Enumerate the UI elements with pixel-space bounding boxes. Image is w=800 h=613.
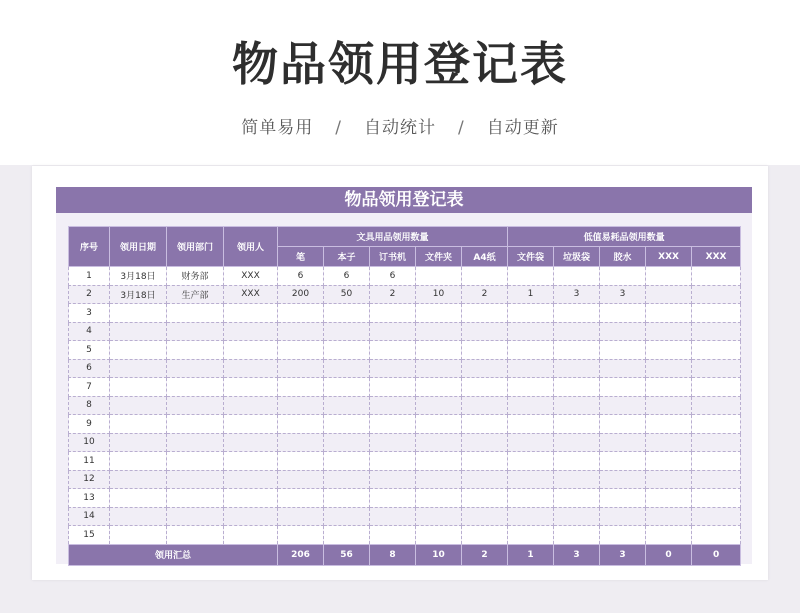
header-stationery-col: 文件夹 — [416, 247, 462, 267]
cell-qty[interactable] — [600, 396, 646, 415]
cell-qty[interactable] — [646, 507, 692, 526]
cell-dept[interactable] — [167, 470, 224, 489]
cell-qty[interactable] — [324, 396, 370, 415]
cell-qty[interactable] — [554, 489, 600, 508]
summary-label: 领用汇总 — [69, 544, 278, 565]
cell-person[interactable]: XXX — [224, 267, 278, 286]
cell-qty[interactable] — [508, 267, 554, 286]
cell-qty[interactable] — [462, 341, 508, 360]
cell-no[interactable]: 13 — [69, 489, 110, 508]
cell-qty[interactable] — [508, 378, 554, 397]
cell-person[interactable] — [224, 489, 278, 508]
cell-qty[interactable] — [600, 526, 646, 545]
cell-qty[interactable] — [324, 433, 370, 452]
header-group-stationery: 文具用品领用数量 — [278, 227, 508, 247]
cell-qty[interactable] — [416, 526, 462, 545]
header-consumables-col: 垃圾袋 — [554, 247, 600, 267]
cell-qty[interactable] — [600, 359, 646, 378]
cell-dept[interactable] — [167, 359, 224, 378]
cell-dept[interactable] — [167, 415, 224, 434]
cell-date[interactable]: 3月18日 — [110, 267, 167, 286]
table-row — [69, 359, 741, 378]
cell-qty[interactable]: 3 — [600, 285, 646, 304]
cell-qty[interactable] — [554, 526, 600, 545]
cell-qty[interactable] — [554, 267, 600, 286]
table-row — [69, 452, 741, 471]
cell-qty[interactable] — [692, 396, 741, 415]
cell-qty[interactable] — [600, 267, 646, 286]
cell-qty[interactable] — [692, 433, 741, 452]
cell-dept[interactable] — [167, 396, 224, 415]
cell-person[interactable] — [224, 341, 278, 360]
cell-qty[interactable]: 2 — [462, 285, 508, 304]
cell-person[interactable] — [224, 507, 278, 526]
cell-person[interactable] — [224, 526, 278, 545]
cell-person[interactable] — [224, 378, 278, 397]
header-stationery-col: A4纸 — [462, 247, 508, 267]
cell-qty[interactable] — [462, 322, 508, 341]
cell-qty[interactable] — [462, 489, 508, 508]
cell-qty[interactable] — [370, 489, 416, 508]
header-stationery-col: 本子 — [324, 247, 370, 267]
cell-date[interactable] — [110, 452, 167, 471]
cell-no[interactable]: 15 — [69, 526, 110, 545]
cell-qty[interactable] — [370, 433, 416, 452]
cell-qty[interactable] — [600, 452, 646, 471]
cell-qty[interactable] — [554, 341, 600, 360]
cell-qty[interactable] — [554, 322, 600, 341]
cell-qty[interactable]: 10 — [416, 285, 462, 304]
cell-qty[interactable] — [508, 470, 554, 489]
table-row — [69, 322, 741, 341]
cell-date[interactable] — [110, 396, 167, 415]
subtitle-separator: / — [335, 118, 342, 138]
header-consumables-col: XXX — [646, 247, 692, 267]
cell-qty[interactable] — [278, 341, 324, 360]
summary-value: 3 — [600, 544, 646, 565]
cell-qty[interactable]: 6 — [324, 267, 370, 286]
header-stationery-col: 订书机 — [370, 247, 416, 267]
header-date: 领用日期 — [110, 227, 167, 267]
cell-qty[interactable] — [324, 507, 370, 526]
cell-qty[interactable] — [646, 341, 692, 360]
cell-qty[interactable] — [278, 396, 324, 415]
subtitle — [0, 113, 800, 138]
cell-date[interactable] — [110, 489, 167, 508]
cell-no[interactable]: 5 — [69, 341, 110, 360]
cell-dept[interactable] — [167, 378, 224, 397]
cell-qty[interactable] — [600, 507, 646, 526]
cell-qty[interactable] — [692, 359, 741, 378]
cell-dept[interactable] — [167, 341, 224, 360]
cell-qty[interactable] — [508, 415, 554, 434]
table-row — [69, 378, 741, 397]
cell-qty[interactable] — [278, 433, 324, 452]
cell-qty[interactable] — [554, 507, 600, 526]
cell-date[interactable] — [110, 507, 167, 526]
cell-qty[interactable] — [278, 507, 324, 526]
header-consumables-col: XXX — [692, 247, 741, 267]
cell-qty[interactable] — [554, 396, 600, 415]
cell-qty[interactable] — [692, 507, 741, 526]
cell-no[interactable]: 2 — [69, 285, 110, 304]
cell-qty[interactable] — [462, 359, 508, 378]
cell-qty[interactable] — [278, 304, 324, 323]
cell-no[interactable]: 14 — [69, 507, 110, 526]
cell-qty[interactable] — [370, 470, 416, 489]
cell-date[interactable]: 3月18日 — [110, 285, 167, 304]
cell-qty[interactable]: 200 — [278, 285, 324, 304]
summary-value: 1 — [508, 544, 554, 565]
cell-dept[interactable] — [167, 433, 224, 452]
cell-qty[interactable] — [462, 433, 508, 452]
cell-qty[interactable] — [278, 470, 324, 489]
cell-qty[interactable] — [324, 526, 370, 545]
header-area — [0, 0, 800, 165]
cell-qty[interactable] — [416, 507, 462, 526]
summary-value: 0 — [692, 544, 741, 565]
cell-no[interactable]: 4 — [69, 322, 110, 341]
cell-qty[interactable] — [278, 452, 324, 471]
cell-qty[interactable] — [554, 304, 600, 323]
cell-qty[interactable] — [692, 489, 741, 508]
cell-qty[interactable] — [416, 322, 462, 341]
header-person: 领用人 — [224, 227, 278, 267]
cell-person[interactable] — [224, 470, 278, 489]
cell-qty[interactable] — [600, 341, 646, 360]
cell-qty[interactable] — [462, 267, 508, 286]
cell-dept[interactable] — [167, 322, 224, 341]
cell-qty[interactable] — [324, 470, 370, 489]
cell-qty[interactable] — [324, 415, 370, 434]
table-row — [69, 267, 741, 286]
cell-qty[interactable] — [416, 359, 462, 378]
cell-qty[interactable] — [462, 304, 508, 323]
cell-dept[interactable] — [167, 452, 224, 471]
cell-qty[interactable] — [554, 378, 600, 397]
cell-qty[interactable] — [600, 304, 646, 323]
cell-qty[interactable] — [462, 415, 508, 434]
header-stationery-col: 笔 — [278, 247, 324, 267]
cell-person[interactable] — [224, 304, 278, 323]
cell-no[interactable]: 9 — [69, 415, 110, 434]
cell-qty[interactable] — [646, 267, 692, 286]
cell-qty[interactable] — [600, 433, 646, 452]
cell-qty[interactable] — [508, 507, 554, 526]
cell-qty[interactable] — [600, 470, 646, 489]
cell-qty[interactable] — [416, 378, 462, 397]
cell-qty[interactable] — [508, 341, 554, 360]
cell-person[interactable]: XXX — [224, 285, 278, 304]
table-row — [69, 415, 741, 434]
cell-qty[interactable] — [462, 396, 508, 415]
cell-qty[interactable] — [692, 452, 741, 471]
header-no: 序号 — [69, 227, 110, 267]
cell-qty[interactable] — [416, 267, 462, 286]
cell-qty[interactable] — [600, 415, 646, 434]
cell-qty[interactable] — [554, 415, 600, 434]
cell-qty[interactable] — [324, 452, 370, 471]
cell-qty[interactable] — [324, 341, 370, 360]
cell-date[interactable] — [110, 526, 167, 545]
table-row — [69, 433, 741, 452]
cell-qty[interactable] — [324, 489, 370, 508]
cell-no[interactable]: 11 — [69, 452, 110, 471]
subtitle-item: 简单易用 — [241, 118, 314, 138]
cell-qty[interactable] — [278, 378, 324, 397]
cell-dept[interactable] — [167, 526, 224, 545]
cell-dept[interactable] — [167, 507, 224, 526]
cell-qty[interactable] — [554, 452, 600, 471]
cell-date[interactable] — [110, 341, 167, 360]
cell-dept[interactable] — [167, 304, 224, 323]
cell-qty[interactable] — [416, 433, 462, 452]
cell-qty[interactable]: 6 — [278, 267, 324, 286]
cell-qty[interactable] — [692, 285, 741, 304]
cell-qty[interactable] — [508, 396, 554, 415]
cell-qty[interactable] — [370, 396, 416, 415]
summary-value: 206 — [278, 544, 324, 565]
cell-qty[interactable] — [416, 396, 462, 415]
cell-qty[interactable] — [462, 470, 508, 489]
cell-qty[interactable] — [416, 304, 462, 323]
cell-qty[interactable] — [692, 378, 741, 397]
cell-qty[interactable] — [692, 304, 741, 323]
cell-no[interactable]: 6 — [69, 359, 110, 378]
cell-qty[interactable] — [416, 489, 462, 508]
cell-qty[interactable] — [600, 322, 646, 341]
cell-date[interactable] — [110, 359, 167, 378]
cell-qty[interactable] — [554, 470, 600, 489]
cell-qty[interactable] — [416, 341, 462, 360]
page-title: 物品领用登记表 — [232, 37, 568, 91]
cell-qty[interactable] — [646, 304, 692, 323]
cell-qty[interactable]: 6 — [370, 267, 416, 286]
cell-qty[interactable] — [692, 322, 741, 341]
summary-value: 2 — [462, 544, 508, 565]
cell-date[interactable] — [110, 378, 167, 397]
cell-qty[interactable] — [416, 470, 462, 489]
cell-qty[interactable] — [278, 489, 324, 508]
subtitle-item: 自动统计 — [364, 118, 436, 138]
cell-no[interactable]: 7 — [69, 378, 110, 397]
cell-no[interactable]: 10 — [69, 433, 110, 452]
cell-qty[interactable] — [370, 452, 416, 471]
summary-value: 10 — [416, 544, 462, 565]
header-group-consumables: 低值易耗品领用数量 — [508, 227, 741, 247]
cell-qty[interactable] — [508, 433, 554, 452]
cell-qty[interactable] — [646, 489, 692, 508]
subtitle-item: 自动更新 — [486, 118, 559, 138]
table-row — [69, 304, 741, 323]
summary-value: 0 — [646, 544, 692, 565]
cell-person[interactable] — [224, 433, 278, 452]
subtitle-separator: / — [458, 118, 465, 138]
summary-value: 3 — [554, 544, 600, 565]
cell-qty[interactable] — [416, 415, 462, 434]
cell-qty[interactable] — [646, 396, 692, 415]
cell-person[interactable] — [224, 452, 278, 471]
sheet-banner: 物品领用登记表 — [56, 187, 752, 213]
cell-qty[interactable] — [370, 415, 416, 434]
cell-qty[interactable] — [462, 526, 508, 545]
cell-qty[interactable] — [278, 526, 324, 545]
cell-qty[interactable] — [324, 378, 370, 397]
cell-qty[interactable] — [646, 433, 692, 452]
cell-qty[interactable] — [370, 341, 416, 360]
cell-qty[interactable] — [508, 526, 554, 545]
cell-date[interactable] — [110, 470, 167, 489]
cell-qty[interactable] — [370, 507, 416, 526]
cell-qty[interactable] — [646, 526, 692, 545]
cell-no[interactable]: 1 — [69, 267, 110, 286]
cell-qty[interactable] — [508, 304, 554, 323]
cell-qty[interactable] — [692, 341, 741, 360]
cell-qty[interactable] — [646, 378, 692, 397]
cell-dept[interactable] — [167, 489, 224, 508]
cell-qty[interactable] — [278, 415, 324, 434]
table-row — [69, 396, 741, 415]
cell-qty[interactable]: 50 — [324, 285, 370, 304]
cell-qty[interactable] — [646, 415, 692, 434]
cell-qty[interactable] — [646, 452, 692, 471]
cell-qty[interactable] — [600, 489, 646, 508]
cell-qty[interactable] — [324, 304, 370, 323]
cell-no[interactable]: 12 — [69, 470, 110, 489]
cell-qty[interactable] — [370, 359, 416, 378]
header-consumables-col: 胶水 — [600, 247, 646, 267]
cell-date[interactable] — [110, 304, 167, 323]
cell-qty[interactable] — [508, 489, 554, 508]
cell-person[interactable] — [224, 322, 278, 341]
cell-qty[interactable] — [324, 359, 370, 378]
cell-qty[interactable]: 2 — [370, 285, 416, 304]
cell-qty[interactable] — [600, 378, 646, 397]
cell-qty[interactable]: 3 — [554, 285, 600, 304]
cell-date[interactable] — [110, 322, 167, 341]
cell-qty[interactable] — [324, 322, 370, 341]
table-row — [69, 507, 741, 526]
summary-value: 8 — [370, 544, 416, 565]
header-dept: 领用部门 — [167, 227, 224, 267]
table-row — [69, 489, 741, 508]
cell-qty[interactable] — [692, 470, 741, 489]
cell-no[interactable]: 3 — [69, 304, 110, 323]
cell-qty[interactable] — [692, 526, 741, 545]
cell-qty[interactable] — [278, 322, 324, 341]
cell-qty[interactable] — [462, 378, 508, 397]
cell-qty[interactable] — [508, 359, 554, 378]
cell-dept[interactable]: 生产部 — [167, 285, 224, 304]
cell-qty[interactable] — [462, 507, 508, 526]
cell-qty[interactable] — [462, 452, 508, 471]
summary-value: 56 — [324, 544, 370, 565]
cell-date[interactable] — [110, 433, 167, 452]
cell-qty[interactable] — [508, 452, 554, 471]
cell-qty[interactable] — [554, 433, 600, 452]
header-consumables-col: 文件袋 — [508, 247, 554, 267]
cell-person[interactable] — [224, 415, 278, 434]
cell-person[interactable] — [224, 396, 278, 415]
cell-qty[interactable] — [646, 359, 692, 378]
cell-qty[interactable] — [692, 415, 741, 434]
cell-qty[interactable] — [646, 470, 692, 489]
table-row — [69, 470, 741, 489]
cell-qty[interactable] — [508, 322, 554, 341]
cell-qty[interactable] — [370, 304, 416, 323]
cell-qty[interactable]: 1 — [508, 285, 554, 304]
cell-qty[interactable] — [646, 322, 692, 341]
cell-qty[interactable] — [370, 378, 416, 397]
cell-qty[interactable] — [692, 267, 741, 286]
cell-date[interactable] — [110, 415, 167, 434]
cell-dept[interactable]: 财务部 — [167, 267, 224, 286]
cell-qty[interactable] — [416, 452, 462, 471]
register-table — [68, 226, 741, 566]
table-row — [69, 341, 741, 360]
table-row — [69, 526, 741, 545]
cell-qty[interactable] — [278, 359, 324, 378]
cell-qty[interactable] — [370, 526, 416, 545]
cell-qty[interactable] — [554, 359, 600, 378]
cell-person[interactable] — [224, 359, 278, 378]
cell-qty[interactable] — [646, 285, 692, 304]
table-row — [69, 285, 741, 304]
cell-no[interactable]: 8 — [69, 396, 110, 415]
cell-qty[interactable] — [370, 322, 416, 341]
